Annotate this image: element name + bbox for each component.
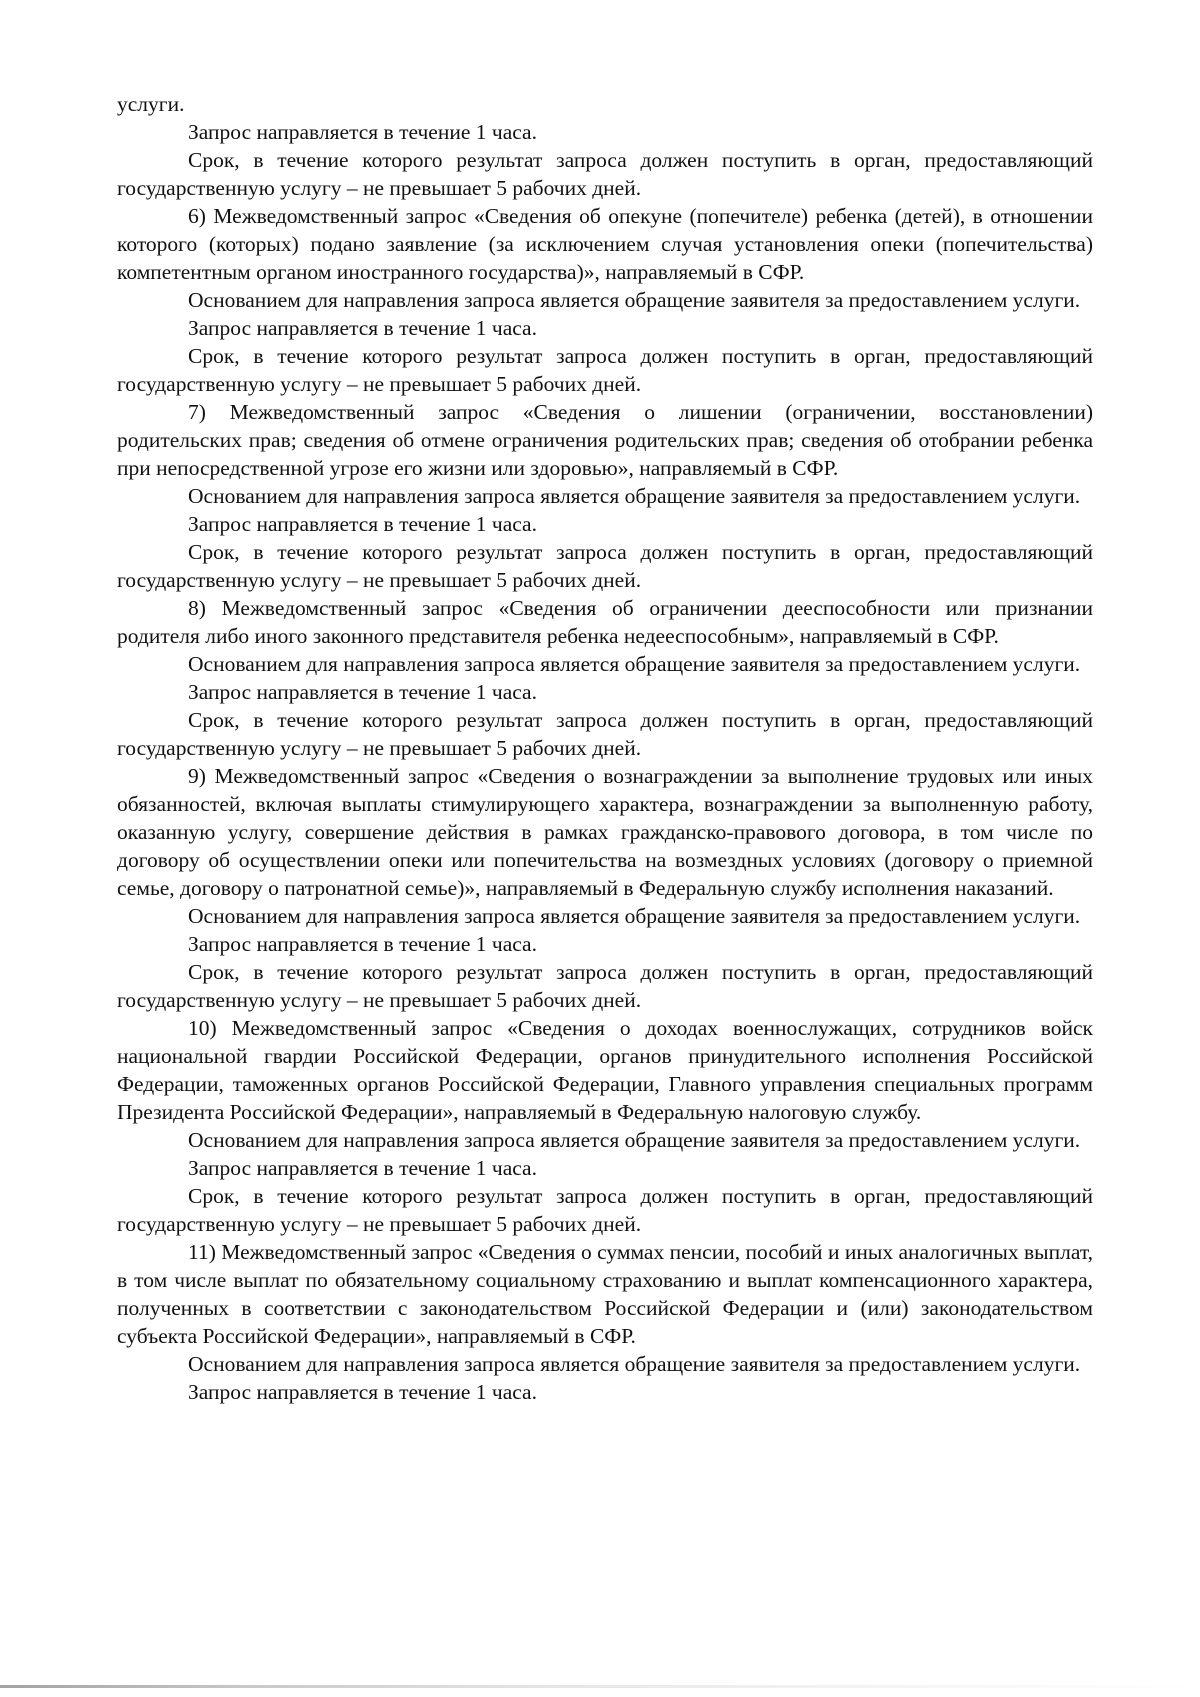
paragraph: Основанием для направления запроса является обращение заявителя за предоставлением услуги. [188,288,1081,312]
paragraph: 7) Межведомственный запрос «Сведения о лишении (ограничении, восстановлении) родительских прав; сведения об отмене ограничения родительских прав; сведения об отобрании ребенка при непосредственной угрозе его жизни или здоровью», направляемый в СФР. [117,400,1093,480]
paragraph: Запрос направляется в течение 1 часа. [188,680,537,704]
paragraph: 9) Межведомственный запрос «Сведения о вознаграждении за выполнение трудовых или иных обязанностей, включая выплаты стимулирующего характера, вознаграждении за выполненную работу, оказанную услугу, совершение действия в рамках гражданско-правового договора, в том числе по договору об осуществлении опеки или попечительства на возмездных условиях (договору о приемной семье, договору о патронатной семье)», направляемый в Федеральную службу исполнения наказаний. [117,764,1093,900]
paragraph: Основанием для направления запроса является обращение заявителя за предоставлением услуги. [188,652,1081,676]
paragraph: Срок, в течение которого результат запроса должен поступить в орган, предоставляющий государственную услугу – не превышает 5 рабочих дней. [117,540,1093,592]
scan-edge-divider [0,1685,1200,1688]
paragraph: Основанием для направления запроса является обращение заявителя за предоставлением услуги. [188,484,1081,508]
document-body [117,90,1093,1406]
paragraph: Запрос направляется в течение 1 часа. [188,1156,537,1180]
paragraph: 10) Межведомственный запрос «Сведения о доходах военнослужащих, сотрудников войск национальной гвардии Российской Федерации, органов принудительного исполнения Российской Федерации, таможенных органов Российской Федерации, Главного управления специальных программ Президента Российской Федерации», направляемый в Федеральную налоговую службу. [117,1016,1093,1124]
paragraph: Основанием для направления запроса является обращение заявителя за предоставлением услуги. [188,1352,1081,1376]
paragraph: 11) Межведомственный запрос «Сведения о суммах пенсии, пособий и иных аналогичных выплат, в том числе выплат по обязательному социальному страхованию и выплат компенсационного характера, полученных в соответствии с законодательством Российской Федерации и (или) законодательством субъекта Российской Федерации», направляемый в СФР. [117,1240,1093,1348]
paragraph: Запрос направляется в течение 1 часа. [188,932,537,956]
paragraph: Срок, в течение которого результат запроса должен поступить в орган, предоставляющий государственную услугу – не превышает 5 рабочих дней. [117,148,1093,200]
paragraph: Основанием для направления запроса является обращение заявителя за предоставлением услуги. [188,1128,1081,1152]
paragraph: Запрос направляется в течение 1 часа. [188,512,537,536]
paragraph: Основанием для направления запроса является обращение заявителя за предоставлением услуги. [188,904,1081,928]
paragraph: услуги. [117,92,185,116]
paragraph: 6) Межведомственный запрос «Сведения об опекуне (попечителе) ребенка (детей), в отношении которого (которых) подано заявление (за исключением случая установления опеки (попечительства) компетентным органом иностранного государства)», направляемый в СФР. [117,204,1093,284]
paragraph: Запрос направляется в течение 1 часа. [188,316,537,340]
paragraph: Срок, в течение которого результат запроса должен поступить в орган, предоставляющий государственную услугу – не превышает 5 рабочих дней. [117,708,1093,760]
paragraph: Срок, в течение которого результат запроса должен поступить в орган, предоставляющий государственную услугу – не превышает 5 рабочих дней. [117,1184,1093,1236]
paragraph: 8) Межведомственный запрос «Сведения об ограничении дееспособности или признании родителя либо иного законного представителя ребенка недееспособным», направляемый в СФР. [117,596,1093,648]
paragraph: Срок, в течение которого результат запроса должен поступить в орган, предоставляющий государственную услугу – не превышает 5 рабочих дней. [117,344,1093,396]
paragraph: Срок, в течение которого результат запроса должен поступить в орган, предоставляющий государственную услугу – не превышает 5 рабочих дней. [117,960,1093,1012]
paragraph: Запрос направляется в течение 1 часа. [188,120,537,144]
paragraph: Запрос направляется в течение 1 часа. [188,1380,537,1404]
